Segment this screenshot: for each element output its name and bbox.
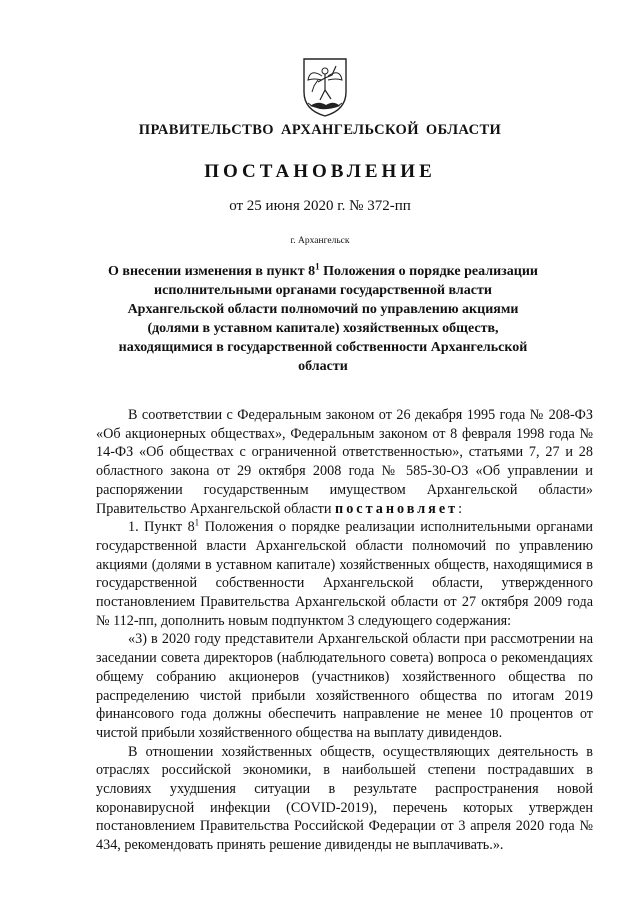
item-1-text-part1: 1. Пункт 8 [128,519,195,536]
resolve-keyword: постановляет [335,500,459,517]
item-1-superscript: 1 [194,517,200,528]
document-date-number: от 25 июня 2020 г. № 372-пп [229,198,411,214]
item-1-text-part2: Положения о порядке реализации исполнительными органами государственной власти Архангельской области полномочий по управлению акциями (долями в уставном капитале) хозяйственных обществ, находящимися в государственной собственности Архангельской области, утвержденного постановлением Правительства Архангельской области от 27 октября 2009 года № 112-пп, дополнить новым подпунктом 3 следующего содержания: [96,519,593,629]
title-superscript: 1 [315,261,320,272]
document-title [108,262,538,376]
coat-of-arms-icon [300,56,350,118]
document-type: ПОСТАНОВЛЕНИЕ [204,161,436,182]
paragraph-preamble [96,406,593,518]
paragraph-subitem-3: «3) в 2020 году представители Архангельской области при рассмотрении на заседании совета директоров (наблюдательного совета) вопроса о рекомендациях общему собранию акционеров (участников) хозяйственного общества по распределению чистой прибыли хозяйственного общества по итогам 2019 финансового года должны обеспечить направление не менее 10 процентов от чистой прибыли хозяйственного общества на выплату дивидендов. [96,631,593,741]
paragraph-item-1 [96,518,593,630]
paragraph-dividends: В отношении хозяйственных обществ, осуществляющих деятельность в отраслях российской экономики, в наибольшей степени пострадавших в условиях ухудшения ситуации в результате распространения новой коронавирусной инфекции (COVID-2019), перечень которых утвержден постановлением Правительства Российской Федерации от 3 апреля 2020 года № 434, рекомендовать принять решение дивиденды не выплачивать.». [96,743,593,854]
preamble-text: В соответствии с Федеральным законом от 26 декабря 1995 года № 208-ФЗ «Об акционерных обществах», Федеральным законом от 8 февраля 1998 года № 14-ФЗ «Об обществах с ограниченной ответственностью», статьями 7, 27 и 28 областного закона от 29 октября 2008 года № 585-30-ОЗ «Об управлении и распоряжении государственным имуществом Архангельской области» Правительство Архангельской области [96,407,593,517]
government-name: ПРАВИТЕЛЬСТВО АРХАНГЕЛЬСКОЙ ОБЛАСТИ [138,122,502,138]
title-text-part1: О внесении изменения в пункт 8 [108,264,316,279]
title-text-part2: Положения о порядке реализации исполнительными органами государственной власти Архангельской области полномочий по управлению акциями (долями в уставном капитале) хозяйственных обществ, находящимися в государственной собственности Архангельской области [118,264,538,374]
document-body [96,406,593,855]
preamble-end: : [458,500,463,517]
document-city: г. Архангельск [290,236,350,246]
